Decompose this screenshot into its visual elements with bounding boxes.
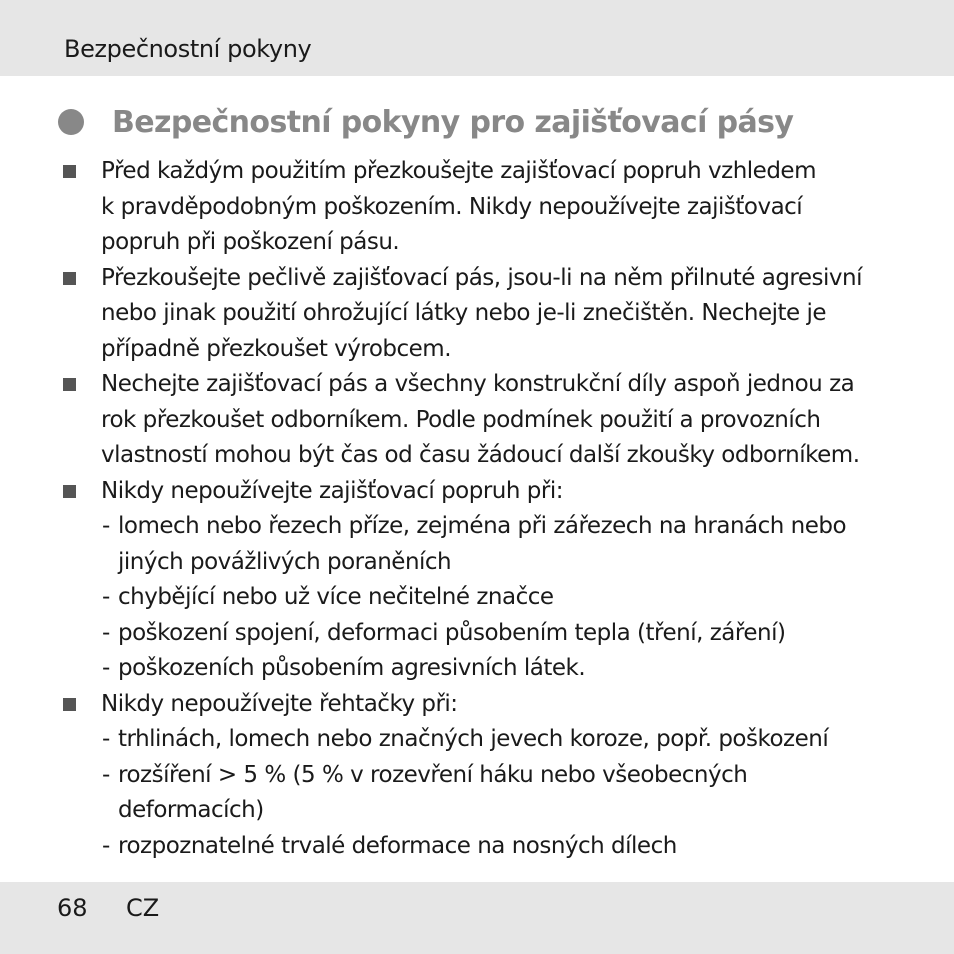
sub-list-item <box>0 509 898 580</box>
text-line: Nechejte zajišťovací pás a všechny konstrukční díly aspoň jednou za <box>101 371 855 397</box>
list-item <box>0 474 901 510</box>
dash-marker: - <box>102 832 110 859</box>
text-line: Nikdy nepoužívejte zajišťovací popruh při: <box>101 477 563 504</box>
header-title: Bezpečnostní pokyny <box>64 35 312 63</box>
list-item <box>0 261 901 368</box>
sub-list-item <box>0 722 898 758</box>
text-line: poškození spojení, deformaci působením tepla (tření, záření) <box>118 619 786 646</box>
text-line: popruh při poškození pásu. <box>101 229 400 255</box>
text-line: deformacích) <box>118 797 264 823</box>
text-line: Před každým použitím přezkoušejte zajišťovací popruh vzhledem <box>101 158 816 184</box>
square-bullet-icon <box>63 272 76 285</box>
text-line: rozpoznatelné trvalé deformace na nosných dílech <box>118 832 677 859</box>
text-line: vlastností mohou být čas od času žádoucí další zkoušky odborníkem. <box>101 442 860 468</box>
text-line: nebo jinak použití ohrožující látky nebo je-li znečištěn. Nechejte je <box>101 300 827 326</box>
text-line: lomech nebo řezech příze, zejména při zářezech na hranách nebo <box>118 513 847 539</box>
section-heading <box>56 98 793 146</box>
list-item <box>0 154 901 261</box>
language-code: CZ <box>126 894 160 922</box>
dash-marker: - <box>102 513 110 539</box>
sub-list-item <box>0 829 898 865</box>
instruction-list <box>0 154 954 864</box>
sub-list-item <box>0 580 898 616</box>
dash-marker: - <box>102 655 110 681</box>
text-line: trhlinách, lomech nebo značných jevech koroze, popř. poškození <box>118 726 829 752</box>
dash-marker: - <box>102 761 110 788</box>
dash-marker: - <box>102 726 110 752</box>
square-bullet-icon <box>63 378 76 391</box>
text-line: případně přezkoušet výrobcem. <box>101 335 452 362</box>
list-item <box>0 687 901 723</box>
text-line: rozšíření > 5 % (5 % v rozevření háku nebo všeobecných <box>118 761 748 788</box>
circle-bullet-icon <box>58 109 84 135</box>
text-line: Nikdy nepoužívejte řehtačky při: <box>101 690 458 717</box>
section-title: Bezpečnostní pokyny pro zajišťovací pásy <box>112 104 794 140</box>
text-line: Přezkoušejte pečlivě zajišťovací pás, jsou-li na něm přilnuté agresivní <box>101 264 862 291</box>
text-line: poškozeních působením agresivních látek. <box>118 655 586 681</box>
square-bullet-icon <box>63 165 76 178</box>
text-line: jiných povážlivých poraněních <box>118 548 452 575</box>
dash-marker: - <box>102 619 110 646</box>
sub-list-item <box>0 651 898 687</box>
list-item <box>0 367 901 474</box>
dash-marker: - <box>102 584 110 610</box>
text-line: rok přezkoušet odborníkem. Podle podmínek použití a provozních <box>101 406 821 433</box>
square-bullet-icon <box>63 698 76 711</box>
square-bullet-icon <box>63 485 76 498</box>
text-line: chybějící nebo už více nečitelné značce <box>118 584 554 610</box>
text-line: k pravděpodobným poškozením. Nikdy nepoužívejte zajišťovací <box>101 193 803 220</box>
sub-list-item <box>0 616 898 652</box>
page-number: 68 <box>57 894 88 922</box>
sub-list-item <box>0 758 898 829</box>
